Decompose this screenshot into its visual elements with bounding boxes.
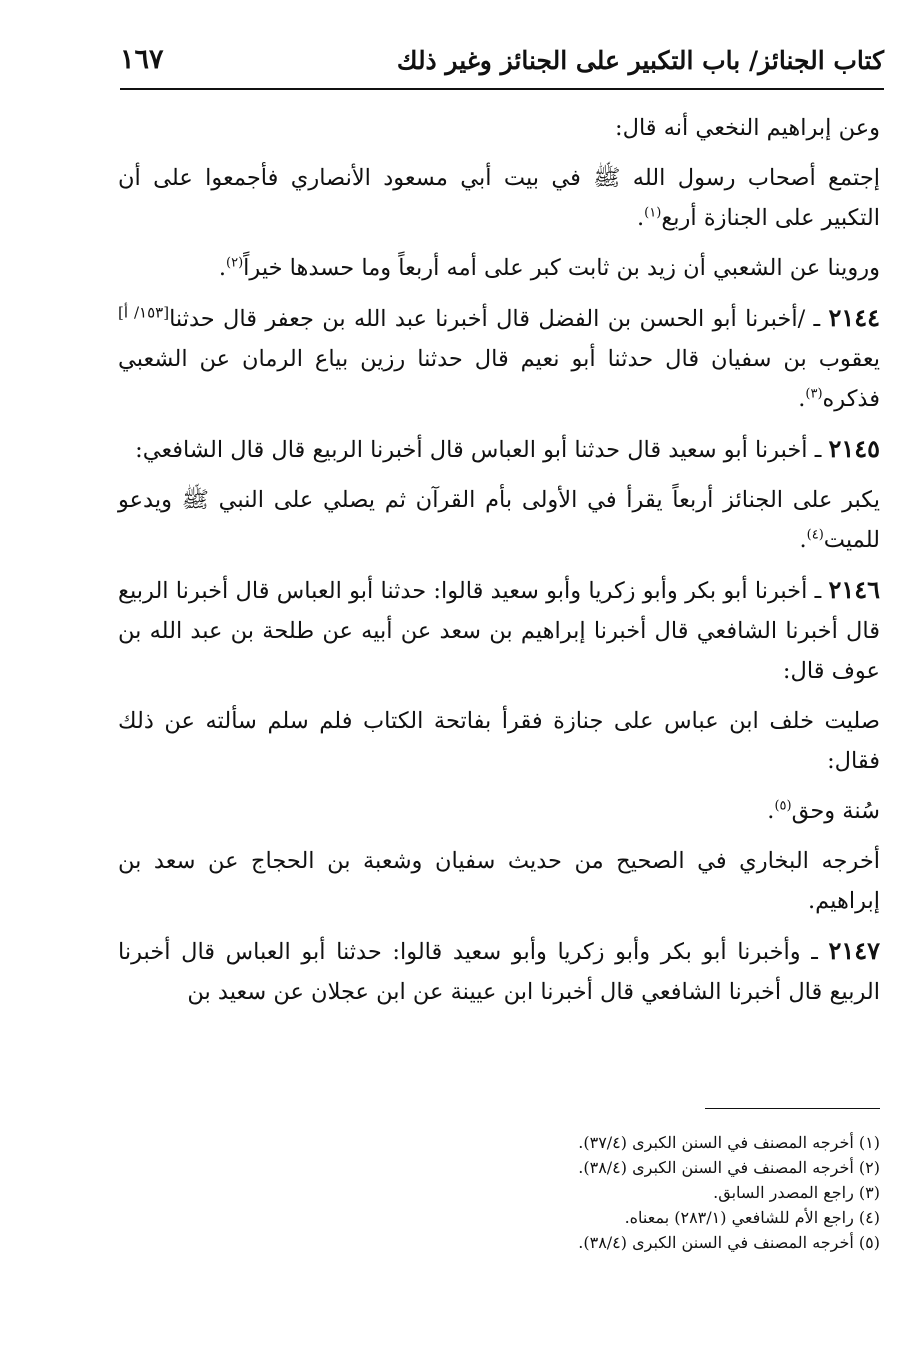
paragraph-text: يكبر على الجنائز أربعاً يقرأ في الأولى بأم القرآن ثم يصلي على النبي ﷺ ويدعو للميت	[118, 487, 880, 553]
footnote-3: (٣) راجع المصدر السابق.	[713, 1183, 880, 1202]
hadith-2147	[118, 931, 880, 1012]
punctuation: .	[799, 527, 807, 553]
footnote-4: (٤) راجع الأم للشافعي (٢٨٣/١) بمعناه.	[624, 1208, 880, 1227]
chapter-title: كتاب الجنائز/ باب التكبير على الجنائز وغير ذلك	[396, 46, 884, 75]
punctuation: .	[637, 205, 645, 231]
footnote-1: (١) أخرجه المصنف في السنن الكبرى (٣٧/٤).	[578, 1133, 880, 1152]
running-header	[120, 38, 884, 90]
paragraph-text: ـ /أخبرنا أبو الحسن بن الفضل قال أخبرنا عبد الله بن جعفر قال حدثنا	[169, 306, 829, 332]
paragraph-text: صليت خلف ابن عباس على جنازة فقرأ بفاتحة الكتاب فلم سلم سألته عن ذلك فقال:	[118, 708, 880, 774]
hadith-2145	[118, 429, 880, 470]
paragraph-text: ـ أخبرنا أبو بكر وأبو زكريا وأبو سعيد قالوا: حدثنا أبو العباس قال أخبرنا الربيع قال أخبرنا الشافعي قال أخبرنا إبراهيم بن سعد عن أبيه عن طلحة بن عبد الله بن عوف قال:	[118, 578, 880, 684]
main-text	[118, 108, 880, 1022]
paragraph-6	[118, 480, 880, 560]
paragraph-3	[118, 248, 880, 288]
punctuation: .	[767, 798, 775, 824]
punctuation: .	[218, 255, 227, 281]
footnote-rule	[705, 1108, 880, 1109]
footnotes	[300, 1130, 880, 1255]
hadith-number: ٢١٤٤	[828, 303, 880, 332]
paragraph-8	[118, 701, 880, 781]
manuscript-ref: [١٥٣/ أ]	[118, 303, 170, 322]
hadith-2146	[118, 570, 880, 691]
punctuation: .	[798, 386, 806, 412]
paragraph-text: وروينا عن الشعبي أن زيد بن ثابت كبر على أمه أربعاً وما حسدها خيراً	[243, 255, 880, 281]
paragraph-9	[118, 791, 880, 831]
paragraph-text: وعن إبراهيم النخعي أنه قال:	[615, 115, 880, 141]
paragraph-text: يعقوب بن سفيان قال حدثنا أبو نعيم قال حدثنا رزين بياع الرمان عن الشعبي فذكره	[118, 346, 880, 412]
paragraph-text: ـ أخبرنا أبو سعيد قال حدثنا أبو العباس قال أخبرنا الربيع قال قال الشافعي:	[135, 437, 829, 463]
footnote-marker: (٣)	[805, 386, 823, 402]
hadith-number: ٢١٤٥	[828, 434, 880, 463]
footnote-marker: (٤)	[806, 527, 824, 543]
paragraph-text: سُنة وحق	[791, 798, 880, 824]
paragraph-2	[118, 158, 880, 238]
paragraph-1	[118, 108, 880, 148]
page-number: ١٦٧	[120, 44, 164, 75]
footnote-5: (٥) أخرجه المصنف في السنن الكبرى (٣٨/٤).	[578, 1233, 880, 1252]
paragraph-text: أخرجه البخاري في الصحيح من حديث سفيان وشعبة بن الحجاج عن سعد بن إبراهيم.	[118, 848, 880, 914]
hadith-number: ٢١٤٧	[828, 936, 880, 965]
footnote-2: (٢) أخرجه المصنف في السنن الكبرى (٣٨/٤).	[578, 1158, 880, 1177]
paragraph-10	[118, 841, 880, 921]
footnote-marker: (٢)	[226, 255, 244, 271]
hadith-2144	[118, 298, 880, 419]
hadith-number: ٢١٤٦	[828, 575, 880, 604]
header-rule	[120, 88, 884, 90]
footnote-marker: (٥)	[774, 798, 792, 814]
footnote-marker: (١)	[644, 205, 662, 221]
paragraph-text: ـ وأخبرنا أبو بكر وأبو زكريا وأبو سعيد قالوا: حدثنا أبو العباس قال أخبرنا الربيع قال أخبرنا الشافعي قال أخبرنا ابن عيينة عن ابن عجلان عن سعيد بن	[118, 939, 880, 1005]
paragraph-text: إجتمع أصحاب رسول الله ﷺ في بيت أبي مسعود الأنصاري فأجمعوا على أن التكبير على الجنازة أربع	[118, 165, 880, 231]
